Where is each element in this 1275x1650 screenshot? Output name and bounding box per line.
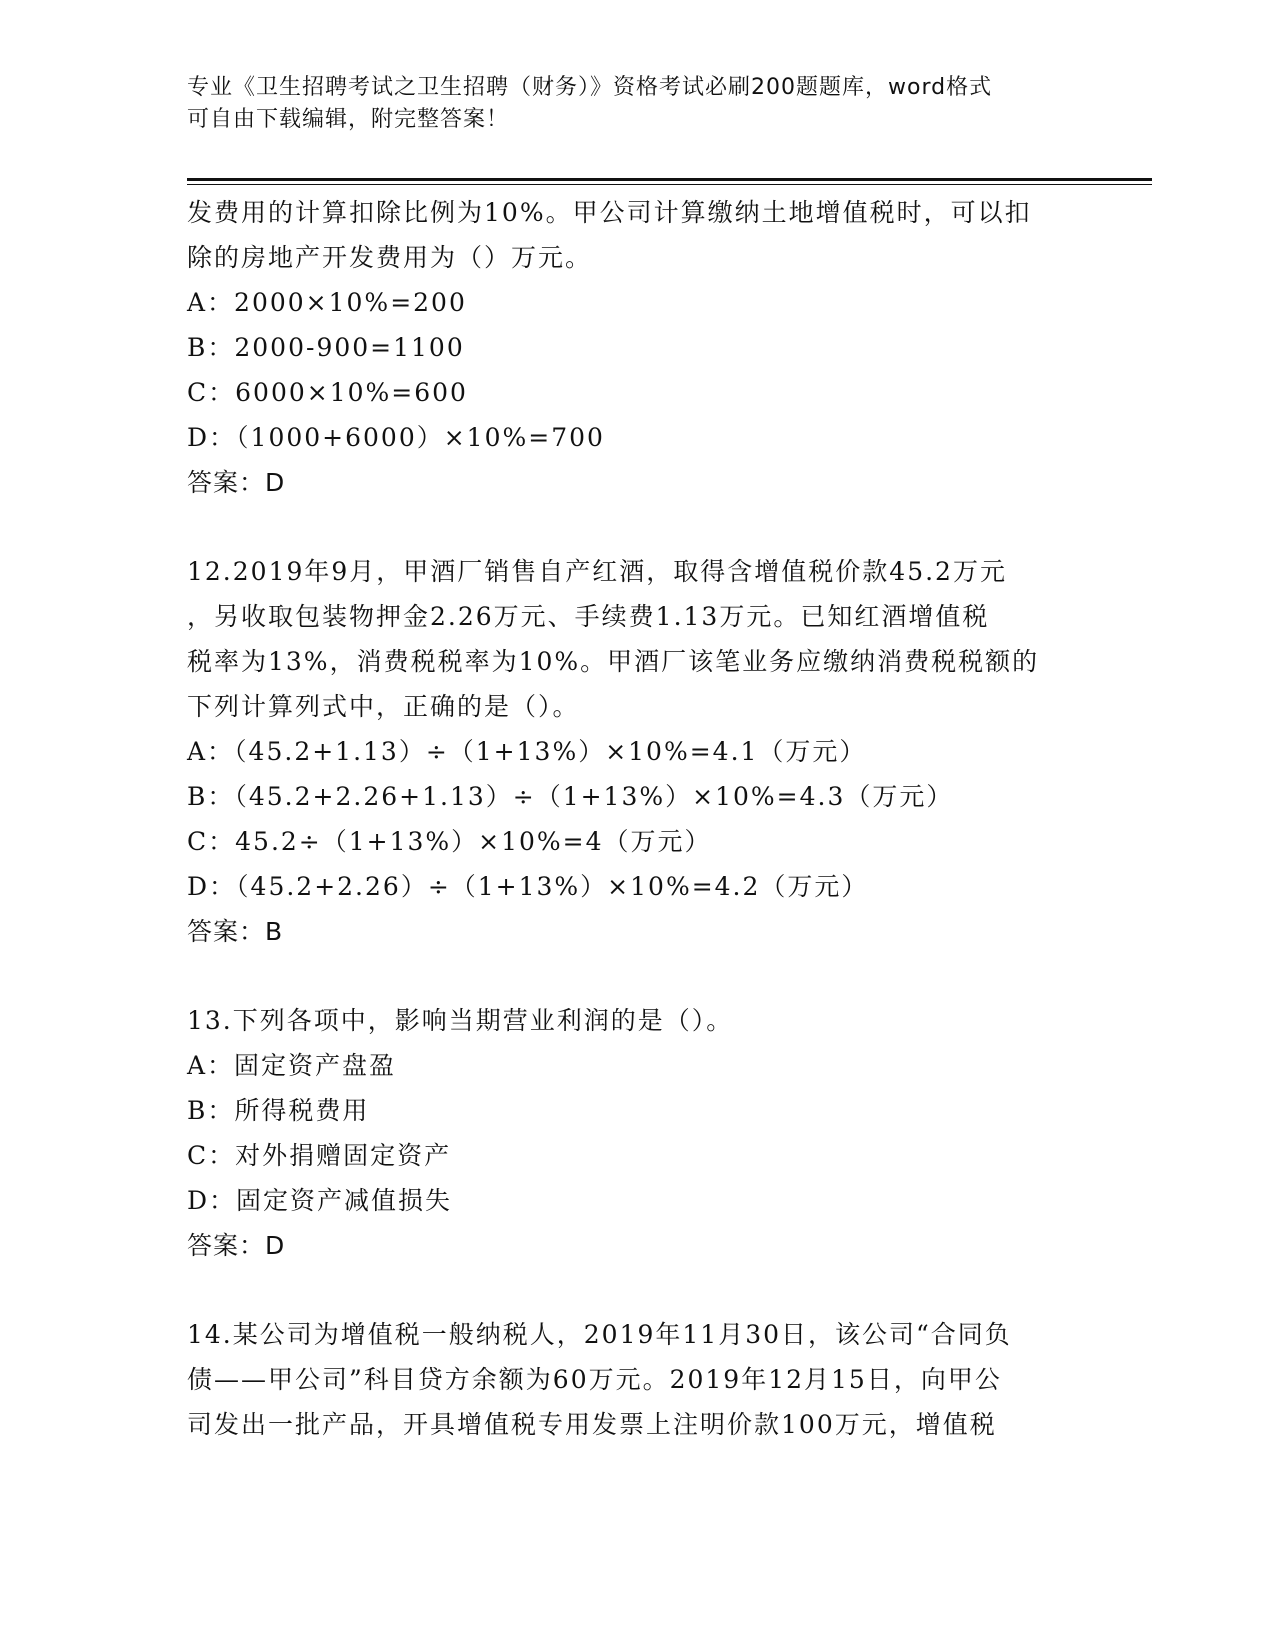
question-text-line: 司发出一批产品，开具增值税专用发票上注明价款100万元，增值税 xyxy=(187,1410,997,1439)
option-c: C：6000×10%=600 xyxy=(187,378,468,407)
question-text-line: 除的房地产开发费用为（）万元。 xyxy=(187,243,593,272)
option-a: A：固定资产盘盈 xyxy=(187,1051,397,1080)
option-b: B：所得税费用 xyxy=(187,1096,370,1125)
spacer xyxy=(187,954,1087,998)
question-text-line: 税率为13%，消费税税率为10%。甲酒厂该笔业务应缴纳消费税税额的 xyxy=(187,647,1040,676)
question-text-line: 12.2019年9月，甲酒厂销售自产红酒，取得含增值税价款45.2万元 xyxy=(187,557,1007,586)
option-d: D：（45.2+2.26）÷（1+13%）×10%=4.2（万元） xyxy=(187,872,869,901)
question-14 xyxy=(187,1312,1087,1447)
option-b: B：2000-900=1100 xyxy=(187,333,465,362)
option-d: D：（1000+6000）×10%=700 xyxy=(187,423,605,452)
question-11 xyxy=(187,190,1087,505)
document-header xyxy=(187,72,1067,136)
header-title-line-2: 可自由下载编辑，附完整答案！ xyxy=(187,107,510,132)
question-text-line: ，另收取包装物押金2.26万元、手续费1.13万元。已知红酒增值税 xyxy=(187,602,990,631)
option-a: A：（45.2+1.13）÷（1+13%）×10%=4.1（万元） xyxy=(187,737,867,766)
question-text-line: 下列计算列式中，正确的是（）。 xyxy=(187,692,580,721)
spacer xyxy=(187,505,1087,549)
question-13 xyxy=(187,998,1087,1268)
answer-line: 答案：B xyxy=(187,917,284,946)
spacer xyxy=(187,1268,1087,1312)
question-12 xyxy=(187,549,1087,954)
question-text-line: 13.下列各项中，影响当期营业利润的是（）。 xyxy=(187,1006,734,1035)
option-c: C：对外捐赠固定资产 xyxy=(187,1141,452,1170)
header-divider-thin xyxy=(187,184,1152,185)
answer-line: 答案：D xyxy=(187,1231,286,1260)
document-body xyxy=(187,190,1087,1447)
answer-line: 答案：D xyxy=(187,468,286,497)
option-d: D：固定资产减值损失 xyxy=(187,1186,453,1215)
question-text-line: 债——甲公司”科目贷方余额为60万元。2019年12月15日，向甲公 xyxy=(187,1365,1002,1394)
option-b: B：（45.2+2.26+1.13）÷（1+13%）×10%=4.3（万元） xyxy=(187,782,954,811)
option-c: C：45.2÷（1+13%）×10%=4（万元） xyxy=(187,827,712,856)
header-divider-thick xyxy=(187,178,1152,181)
header-title-line-1: 专业《卫生招聘考试之卫生招聘（财务）》资格考试必刷200题题库，word格式 xyxy=(187,75,993,100)
question-text-line: 14.某公司为增值税一般纳税人，2019年11月30日，该公司“合同负 xyxy=(187,1320,1012,1349)
question-text-line: 发费用的计算扣除比例为10%。甲公司计算缴纳土地增值税时，可以扣 xyxy=(187,198,1032,227)
option-a: A：2000×10%=200 xyxy=(187,288,467,317)
